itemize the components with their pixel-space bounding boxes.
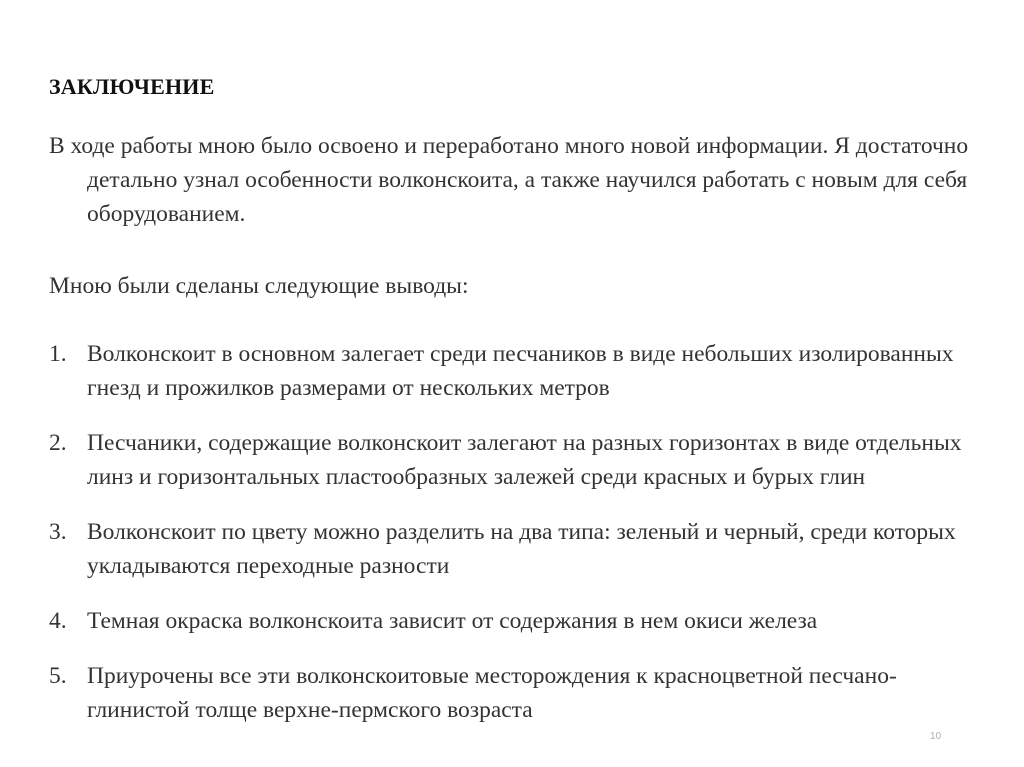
page-number: 10 xyxy=(930,731,942,742)
conclusions-lead: Мною были сделаны следующие выводы: xyxy=(49,273,469,299)
slide-title: ЗАКЛЮЧЕНИЕ xyxy=(49,74,215,99)
conclusions-list xyxy=(49,337,979,748)
list-item-number: 2. xyxy=(49,430,67,456)
list-item-number: 5. xyxy=(49,663,67,689)
intro-paragraph: В ходе работы мною было освоено и переработано много новой информации. Я достаточно детально узнал особенности волконскоита, а также научился работать с новым для себя оборудованием. xyxy=(49,133,969,227)
list-item-number: 1. xyxy=(49,341,67,367)
list-item-text: Песчаники, содержащие волконскоит залегают на разных горизонтах в виде отдельных линз и горизонтальных пластообразных залежей среди красных и бурых глин xyxy=(87,430,962,490)
list-item-text: Приурочены все эти волконскоитовые месторождения к красноцветной песчано-глинистой толще верхне-пермского возраста xyxy=(87,663,897,723)
list-item-number: 3. xyxy=(49,519,67,545)
list-item-text: Волконскоит по цвету можно разделить на два типа: зеленый и черный, среди которых укладываются переходные разности xyxy=(87,519,956,579)
list-item xyxy=(49,659,979,727)
list-item xyxy=(49,337,979,405)
list-item xyxy=(49,515,979,583)
list-item xyxy=(49,604,979,638)
list-item xyxy=(49,426,979,494)
list-item-text: Волконскоит в основном залегает среди песчаников в виде небольших изолированных гнезд и прожилков размерами от нескольких метров xyxy=(87,341,954,401)
list-item-text: Темная окраска волконскоита зависит от содержания в нем окиси железа xyxy=(87,608,818,634)
list-item-number: 4. xyxy=(49,608,67,634)
